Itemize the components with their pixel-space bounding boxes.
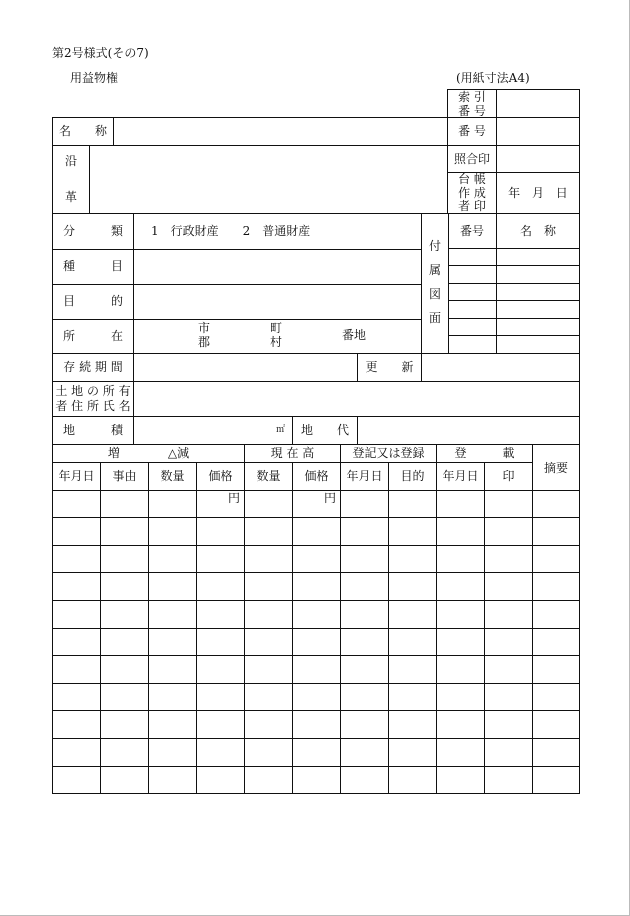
column-header: 年月日 — [442, 469, 479, 483]
drawing-number-header: 番号 — [459, 224, 484, 238]
rule — [52, 416, 580, 417]
rule — [52, 655, 580, 656]
rule — [52, 444, 580, 445]
column-header: 価格 — [304, 469, 329, 483]
currency-unit: 円 — [324, 491, 337, 505]
purpose-label: 目 的 — [62, 294, 123, 308]
rule — [448, 283, 580, 284]
land-area-label: 地 積 — [62, 423, 123, 437]
verification-seal-label: 照合印 — [453, 152, 490, 166]
rule — [52, 284, 421, 285]
change-group-header: 増 △減 — [107, 446, 190, 460]
location-label: 所 在 — [62, 329, 123, 343]
rule — [52, 353, 580, 354]
drawing-name-header: 名 称 — [519, 224, 556, 238]
rule — [52, 213, 580, 214]
attached-drawings-label: 属 — [429, 263, 442, 277]
attached-drawings-label: 面 — [429, 311, 442, 325]
rule — [579, 89, 580, 794]
rule — [52, 628, 580, 629]
rule — [448, 300, 580, 301]
rule — [196, 462, 197, 794]
rule — [448, 335, 580, 336]
rule — [52, 738, 580, 739]
rule — [340, 444, 341, 794]
rule — [52, 381, 580, 382]
rule — [388, 462, 389, 794]
column-header: 価格 — [208, 469, 233, 483]
rule — [52, 793, 580, 794]
form-title: 用益物権 — [70, 71, 119, 85]
ledger-creator-label: 作 成 — [458, 186, 486, 200]
rule — [52, 145, 580, 146]
location-village: 村 — [270, 335, 283, 349]
rule — [357, 416, 358, 444]
column-header: 年月日 — [346, 469, 383, 483]
rule — [52, 117, 580, 118]
date-label: 年 月 日 — [508, 186, 568, 200]
ledger-creator-label: 者 印 — [458, 199, 486, 213]
rule — [244, 444, 245, 794]
rule — [52, 545, 580, 546]
rule — [52, 683, 580, 684]
registration-group-header: 登記又は登録 — [352, 446, 425, 460]
land-rent-label: 地 代 — [300, 423, 349, 437]
column-header: 印 — [502, 469, 515, 483]
rule — [421, 213, 422, 353]
rule — [52, 766, 580, 767]
currency-unit: 円 — [228, 491, 241, 505]
rule — [292, 462, 293, 794]
rule — [52, 710, 580, 711]
rule — [52, 572, 580, 573]
rule — [100, 462, 101, 794]
location-banchi: 番地 — [342, 328, 367, 342]
entry-group-header: 登 載 — [454, 446, 515, 460]
classification-value: 1 行政財産 2 普通財産 — [151, 224, 311, 238]
current-group-header: 現 在 高 — [270, 446, 315, 460]
rule — [133, 213, 134, 444]
attached-drawings-label: 付 — [429, 239, 442, 253]
type-label: 種 目 — [62, 259, 123, 273]
classification-label: 分 類 — [62, 224, 123, 238]
renewal-label: 更 新 — [365, 360, 414, 374]
owner-label: 者 住 所 氏 名 — [55, 399, 131, 413]
form-number: 第2号様式(その7) — [52, 46, 149, 60]
rule — [89, 145, 90, 213]
area-unit: ㎡ — [276, 425, 286, 435]
index-number-label: 索 引 — [458, 90, 486, 104]
name-label: 名 称 — [58, 124, 107, 138]
history-label: 沿 — [65, 154, 78, 168]
rule — [448, 265, 580, 266]
rule — [484, 462, 485, 794]
index-number-label: 番 号 — [458, 104, 486, 118]
duration-label: 存 続 期 間 — [63, 360, 123, 374]
rule — [148, 462, 149, 794]
rule — [436, 444, 437, 794]
rule — [532, 444, 533, 794]
location-city: 市 — [198, 321, 211, 335]
rule — [448, 318, 580, 319]
column-header: 数量 — [256, 469, 281, 483]
column-header: 数量 — [160, 469, 185, 483]
rule — [448, 248, 580, 249]
rule — [113, 117, 114, 145]
summary-header: 摘要 — [543, 461, 568, 475]
rule — [52, 600, 580, 601]
rule — [52, 319, 421, 320]
owner-label: 土 地 の 所 有 — [55, 384, 131, 398]
paper-size-note: (用紙寸法A4) — [456, 71, 530, 85]
history-label: 革 — [65, 190, 78, 204]
location-gun: 郡 — [198, 335, 211, 349]
column-header: 事由 — [112, 469, 137, 483]
column-header: 年月日 — [58, 469, 95, 483]
column-header: 目的 — [400, 469, 425, 483]
number-label: 番 号 — [458, 124, 486, 138]
attached-drawings-label: 図 — [429, 287, 442, 301]
ledger-creator-label: 台 帳 — [458, 172, 486, 186]
rule — [52, 249, 421, 250]
rule — [421, 353, 422, 381]
rule — [52, 517, 580, 518]
location-town: 町 — [270, 321, 283, 335]
rule — [52, 490, 580, 491]
